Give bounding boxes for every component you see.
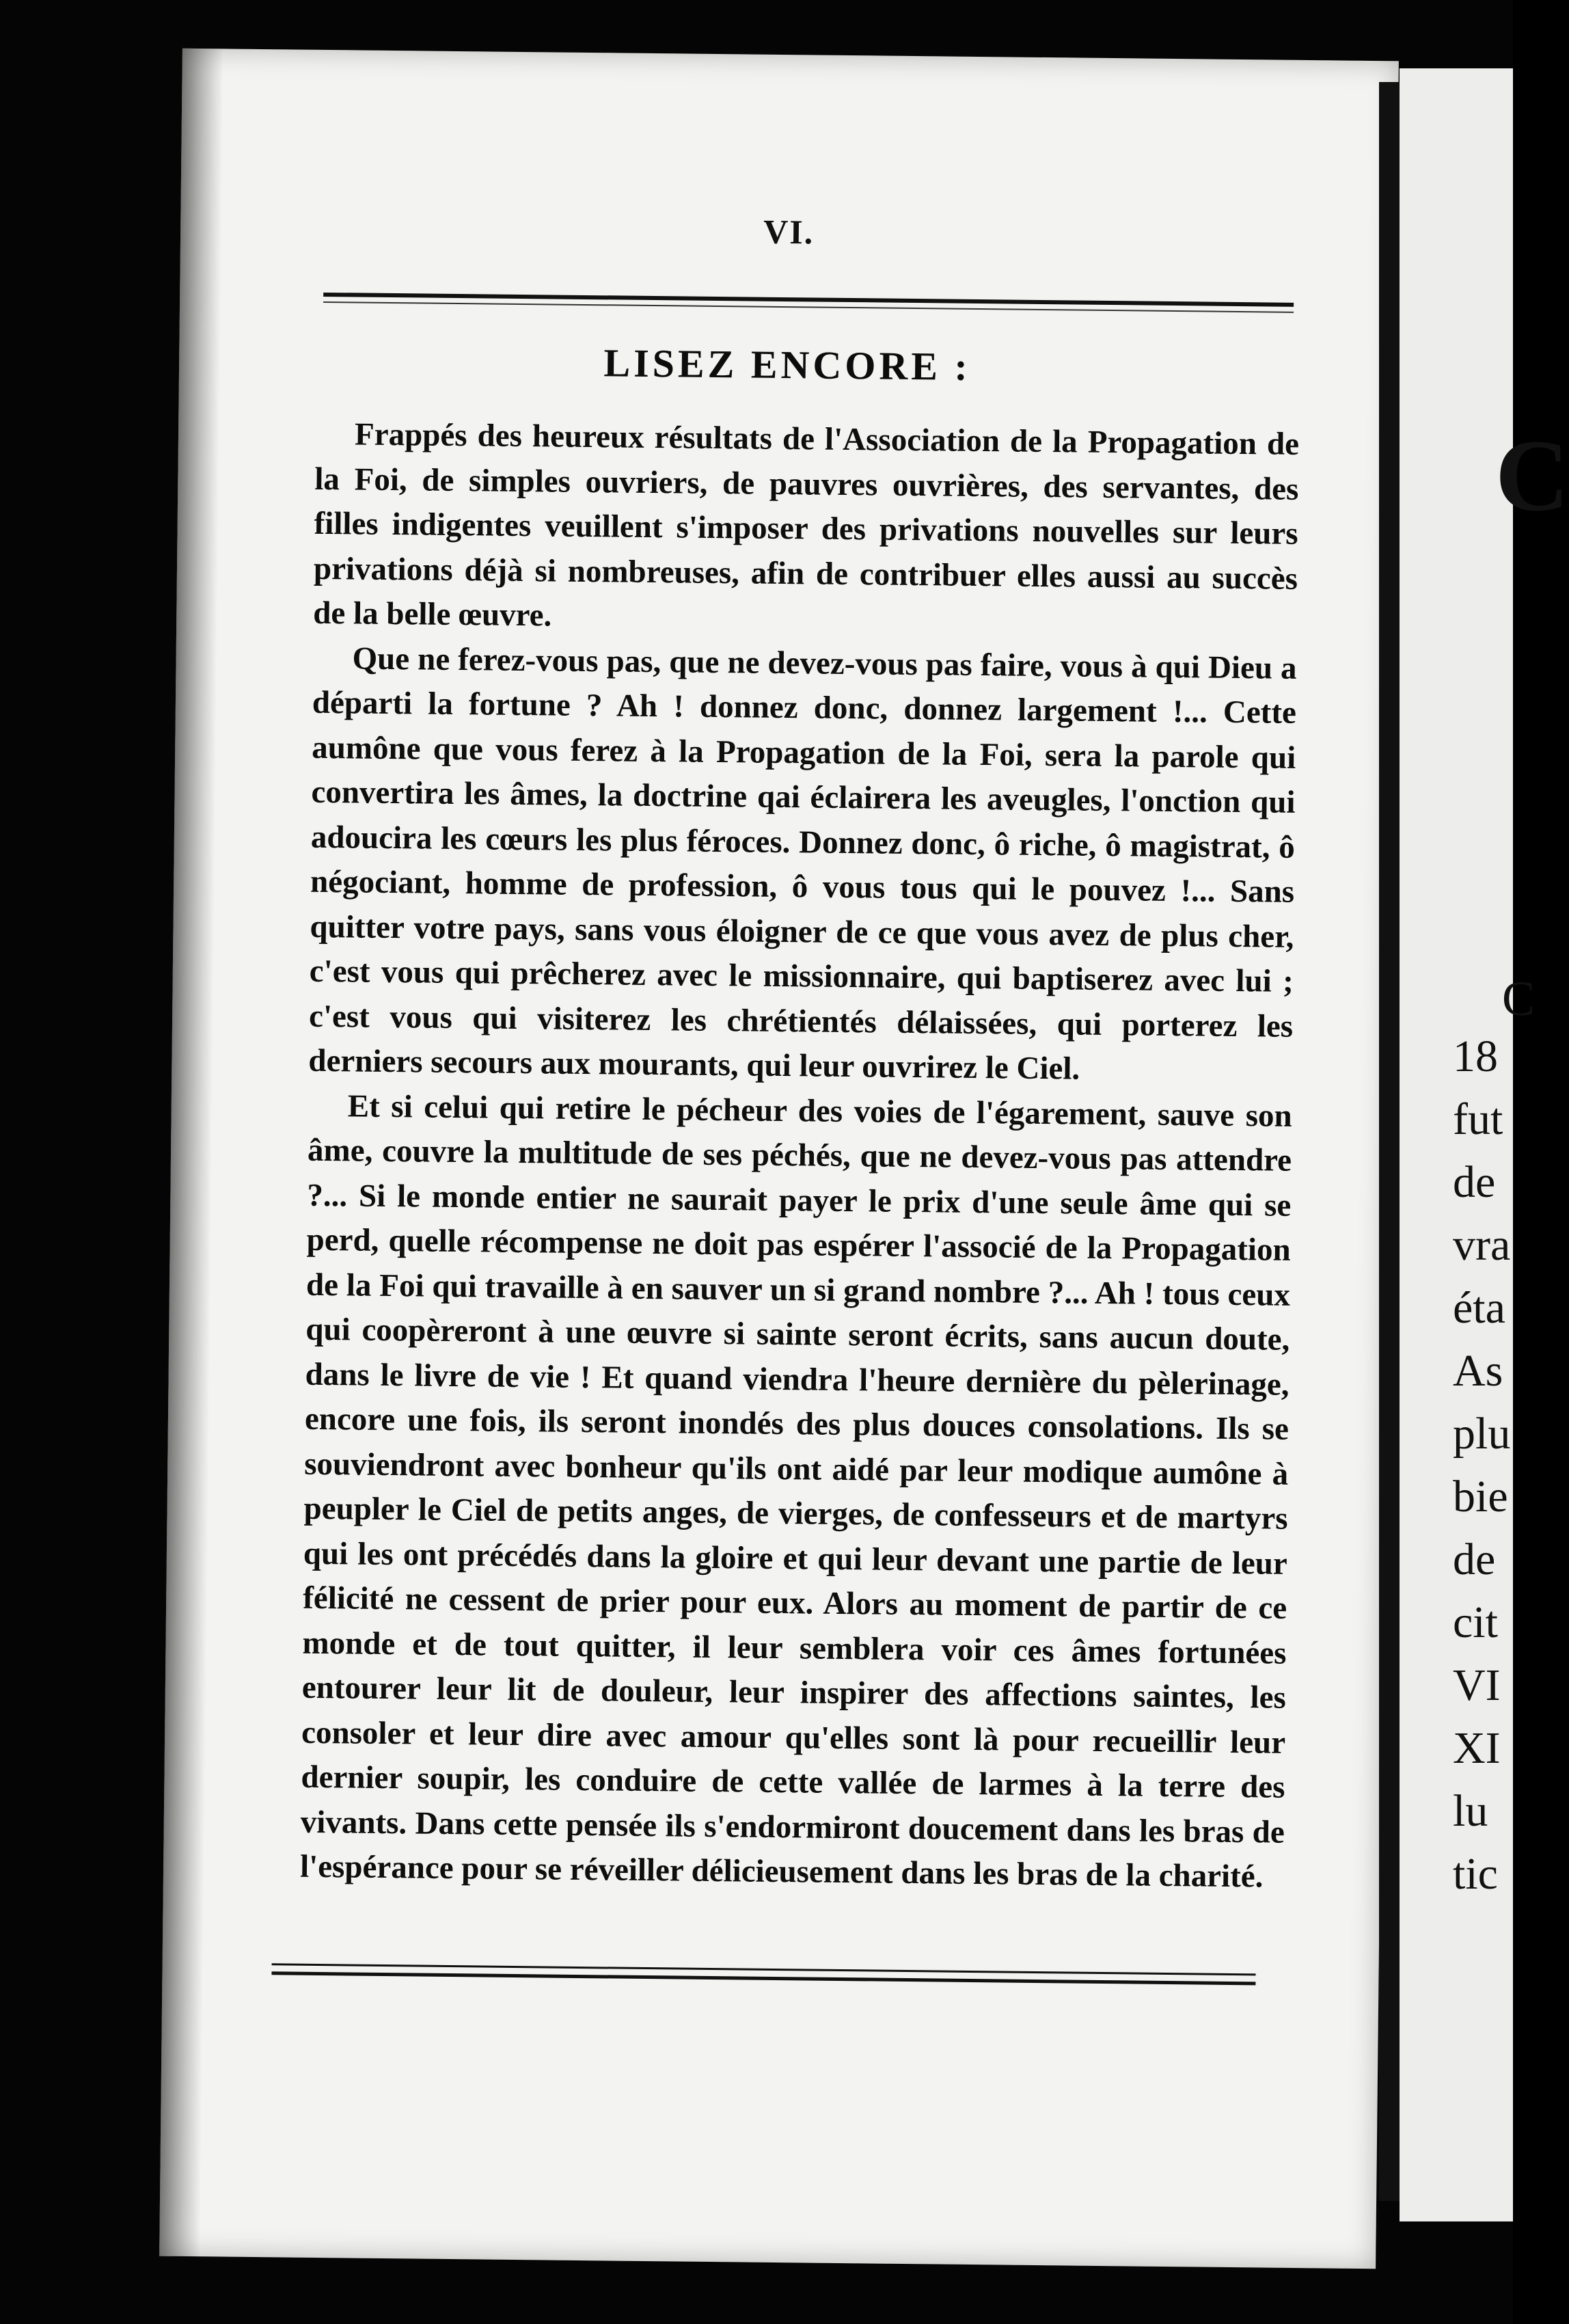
section-heading: LISEZ ENCORE : — [603, 340, 972, 389]
facing-fragment: fut — [1453, 1094, 1503, 1144]
book-gutter — [1379, 82, 1400, 2201]
facing-fragment: éta — [1453, 1283, 1505, 1333]
facing-fragment: lu — [1453, 1786, 1488, 1836]
header-rule — [323, 293, 1294, 307]
book-page — [159, 49, 1399, 2269]
paragraph-3: Et si celui qui retire le pécheur des voies de l'égarement, sauve son âme, couvre la multitude de ses péchés, que ne devez-vous pas attendre ?... Si le monde entier ne saurait payer le prix d'une seule âme qui se perd, quelle récompense ne doit pas espérer l'associé de la Propagation de la Foi qui travaille à en sauver un si grand nombre ?... Ah ! tous ceux qui coopèreront à une œuvre si sainte seront écrits, sans aucun doute, dans le livre de vie ! Et quand viendra l'heure dernière du pèlerinage, encore une fois, ils seront inondés des plus douces consolations. Ils se souviendront avec bonheur qu'ils ont aidé par leur modique aumône à peupler le Ciel de petits anges, de vierges, de confesseurs et de martyrs qui les ont précédés dans la gloire et qui leur devant une partie de leur félicité ne cessent de prier pour eux. Alors au moment de partir de ce monde et de tout quitter, il leur semblera voir ces âmes fortunées entourer leur lit de douleur, leur inspirer des affections saintes, les consoler et leur dire avec amour qu'elles sont là pour recueillir leur dernier soupir, les conduire de cette vallée de larmes à la terre des vivants. Dans cette pensée ils s'endormiront doucement dans les bras de l'espérance pour se réveiller délicieusement dans les bras de la charité. — [299, 1087, 1292, 1895]
facing-fragment: VI — [1453, 1660, 1501, 1710]
facing-fragment: As — [1453, 1346, 1503, 1396]
facing-fragment: de — [1453, 1535, 1496, 1584]
facing-page — [1400, 68, 1569, 2221]
facing-fragment: plu — [1453, 1409, 1511, 1459]
facing-page-letter: C — [1502, 971, 1536, 1026]
body-text — [300, 412, 1300, 1900]
facing-fragment: XI — [1453, 1723, 1501, 1773]
page-number: VI. — [763, 212, 815, 252]
facing-page-initial: C — [1495, 419, 1569, 532]
facing-fragment: de — [1453, 1157, 1496, 1207]
facing-fragment: tic — [1453, 1849, 1498, 1899]
paragraph-1: Frappés des heureux résultats de l'Association de la Propagation de la Foi, de simples ouvriers, de pauvres ouvrières, des servantes, des filles indigentes veuillent s'imposer des privations nouvelles sur leurs privations déjà si nombreuses, afin de contribuer elles aussi au succès de la belle œuvre. — [313, 416, 1300, 634]
facing-fragment: vra — [1453, 1220, 1511, 1270]
paragraph-2: Que ne ferez-vous pas, que ne devez-vous pas faire, vous à qui Dieu a départi la fortune ? Ah ! donnez donc, donnez largement !... Cette aumône que vous ferez à la Propagation de la Foi, sera la parole qui convertira les âmes, la doctrine qai éclairera les aveugles, l'onction qui adoucira les cœurs les plus féroces. Donnez donc, ô riche, ô magistrat, ô négociant, homme de profession, ô vous tous qui le pouvez !... Sans quitter votre pays, sans vous éloigner de ce que vous avez de plus cher, c'est vous qui prêcherez avec le missionnaire, qui baptiserez avec lui ; c'est vous qui visiterez les chrétientés délaissées, qui porterez les derniers secours aux mourants, qui leur ouvrirez le Ciel. — [308, 640, 1297, 1087]
facing-fragment: bie — [1453, 1472, 1508, 1522]
facing-fragment: 18 — [1453, 1031, 1498, 1081]
facing-page-fragments — [1453, 1025, 1510, 1906]
facing-fragment: cit — [1453, 1597, 1498, 1647]
